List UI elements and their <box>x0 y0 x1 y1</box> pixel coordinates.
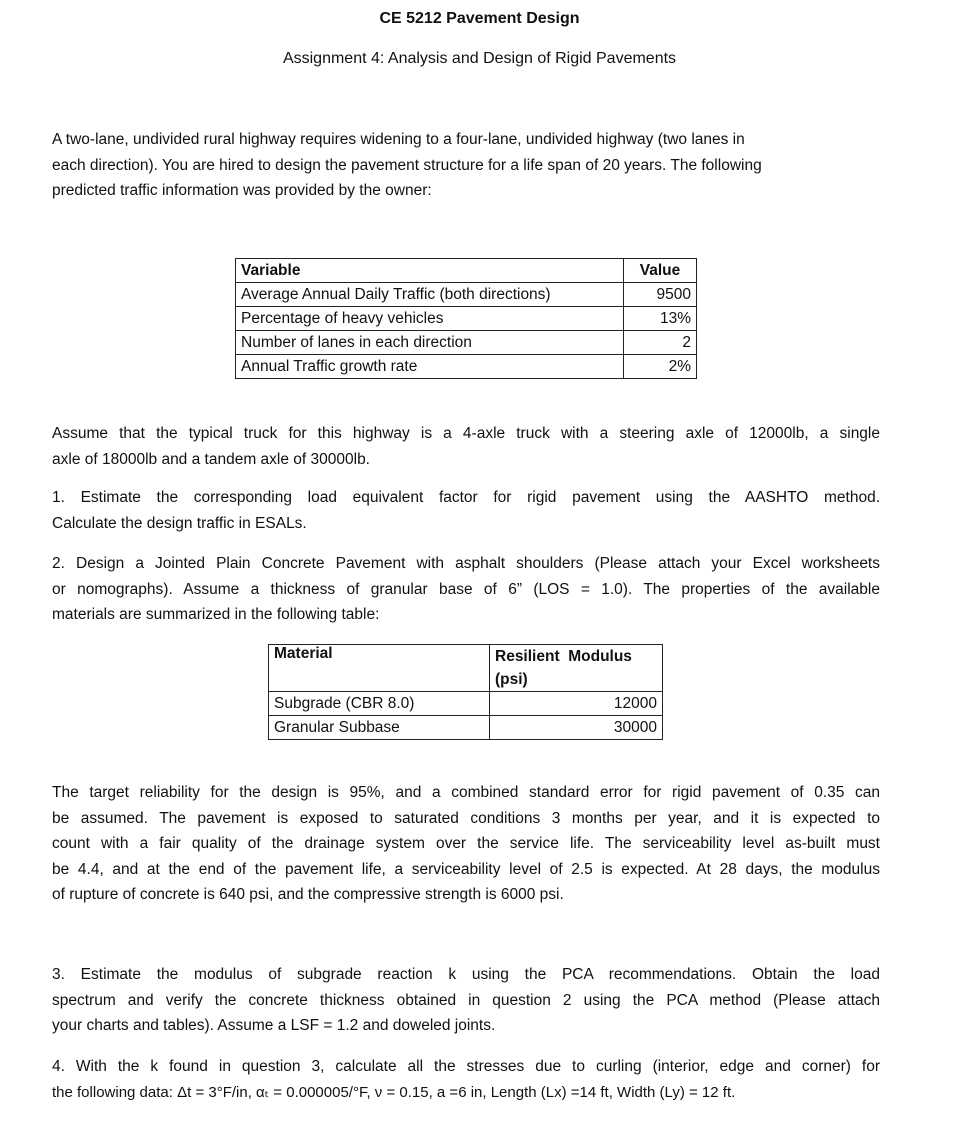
header-line: Resilient Modulus <box>495 648 632 665</box>
table-row <box>236 307 697 331</box>
material-table <box>268 644 663 740</box>
text-line: Calculate the design traffic in ESALs. <box>52 514 307 532</box>
table-cell: 2 <box>624 331 697 355</box>
text-line: each direction). You are hired to design the pavement structure for a life span of 20 years. The following <box>52 156 762 174</box>
text-line: the following data: Δt = 3°F/in, αₜ = 0.000005/°F, ν = 0.15, a =6 in, Length (Lx) =14 ft, Width (Ly) = 12 ft. <box>52 1083 736 1101</box>
text-line: 1. Estimate the corresponding load equivalent factor for rigid pavement using the AASHTO method. <box>52 489 880 506</box>
text-line: Assume that the typical truck for this highway is a 4-axle truck with a steering axle of 12000lb, a single <box>52 425 880 442</box>
text-line: 2. Design a Jointed Plain Concrete Pavement with asphalt shoulders (Please attach your Excel worksheets <box>52 555 880 572</box>
text-line: 4. With the k found in question 3, calculate all the stresses due to curling (interior, edge and corner) for <box>52 1058 880 1075</box>
document-title: CE 5212 Pavement Design <box>379 10 580 27</box>
table-cell: Granular Subbase <box>269 716 490 740</box>
text-line: be assumed. The pavement is exposed to saturated conditions 3 months per year, and it is expected to <box>52 809 880 827</box>
table-row <box>236 355 697 379</box>
table-header: Value <box>624 259 697 283</box>
text-line: materials are summarized in the following table: <box>52 606 380 623</box>
text-line: your charts and tables). Assume a LSF = 1.2 and doweled joints. <box>52 1017 496 1034</box>
table-cell: Number of lanes in each direction <box>236 331 624 355</box>
table-row <box>236 331 697 355</box>
table-cell: 30000 <box>490 716 663 740</box>
intro-paragraph <box>52 127 880 204</box>
table-cell: Percentage of heavy vehicles <box>236 307 624 331</box>
text-line: spectrum and verify the concrete thickness obtained in question 2 using the PCA method (Please attach <box>52 991 880 1009</box>
reliability-paragraph <box>52 780 880 908</box>
traffic-table <box>235 258 697 379</box>
header-line: (psi) <box>495 671 528 688</box>
table-header: Material <box>269 645 490 692</box>
text-line: axle of 18000lb and a tandem axle of 30000lb. <box>52 450 370 468</box>
table-cell: 9500 <box>624 283 697 307</box>
question-2 <box>52 551 880 628</box>
text-line: 3. Estimate the modulus of subgrade reaction k using the PCA recommendations. Obtain the load <box>52 966 880 983</box>
text-line: A two-lane, undivided rural highway requires widening to a four-lane, undivided highway (two lanes in <box>52 131 745 148</box>
question-3 <box>52 962 880 1039</box>
text-line: predicted traffic information was provided by the owner: <box>52 182 432 199</box>
table-header-row <box>269 645 663 692</box>
table-header <box>490 645 663 692</box>
table-header-row <box>236 259 697 283</box>
table-cell: 13% <box>624 307 697 331</box>
table-row <box>269 692 663 716</box>
text-line: or nomographs). Assume a thickness of granular base of 6” (LOS = 1.0). The properties of the available <box>52 580 880 598</box>
table-row <box>236 283 697 307</box>
question-4 <box>52 1054 880 1105</box>
table-cell: 2% <box>624 355 697 379</box>
table-cell: Annual Traffic growth rate <box>236 355 624 379</box>
table-header: Variable <box>236 259 624 283</box>
table-cell: Subgrade (CBR 8.0) <box>269 692 490 716</box>
table-cell: Average Annual Daily Traffic (both directions) <box>236 283 624 307</box>
truck-paragraph <box>52 421 880 472</box>
text-line: The target reliability for the design is 95%, and a combined standard error for rigid pavement of 0.35 can <box>52 784 880 801</box>
text-line: count with a fair quality of the drainage system over the service life. The serviceability level as-built must <box>52 835 880 852</box>
document-subtitle: Assignment 4: Analysis and Design of Rigid Pavements <box>282 50 677 67</box>
table-cell: 12000 <box>490 692 663 716</box>
text-line: be 4.4, and at the end of the pavement life, a serviceability level of 2.5 is expected. At 28 days, the modulus <box>52 860 880 878</box>
text-line: of rupture of concrete is 640 psi, and the compressive strength is 6000 psi. <box>52 886 564 903</box>
table-row <box>269 716 663 740</box>
question-1 <box>52 485 880 536</box>
